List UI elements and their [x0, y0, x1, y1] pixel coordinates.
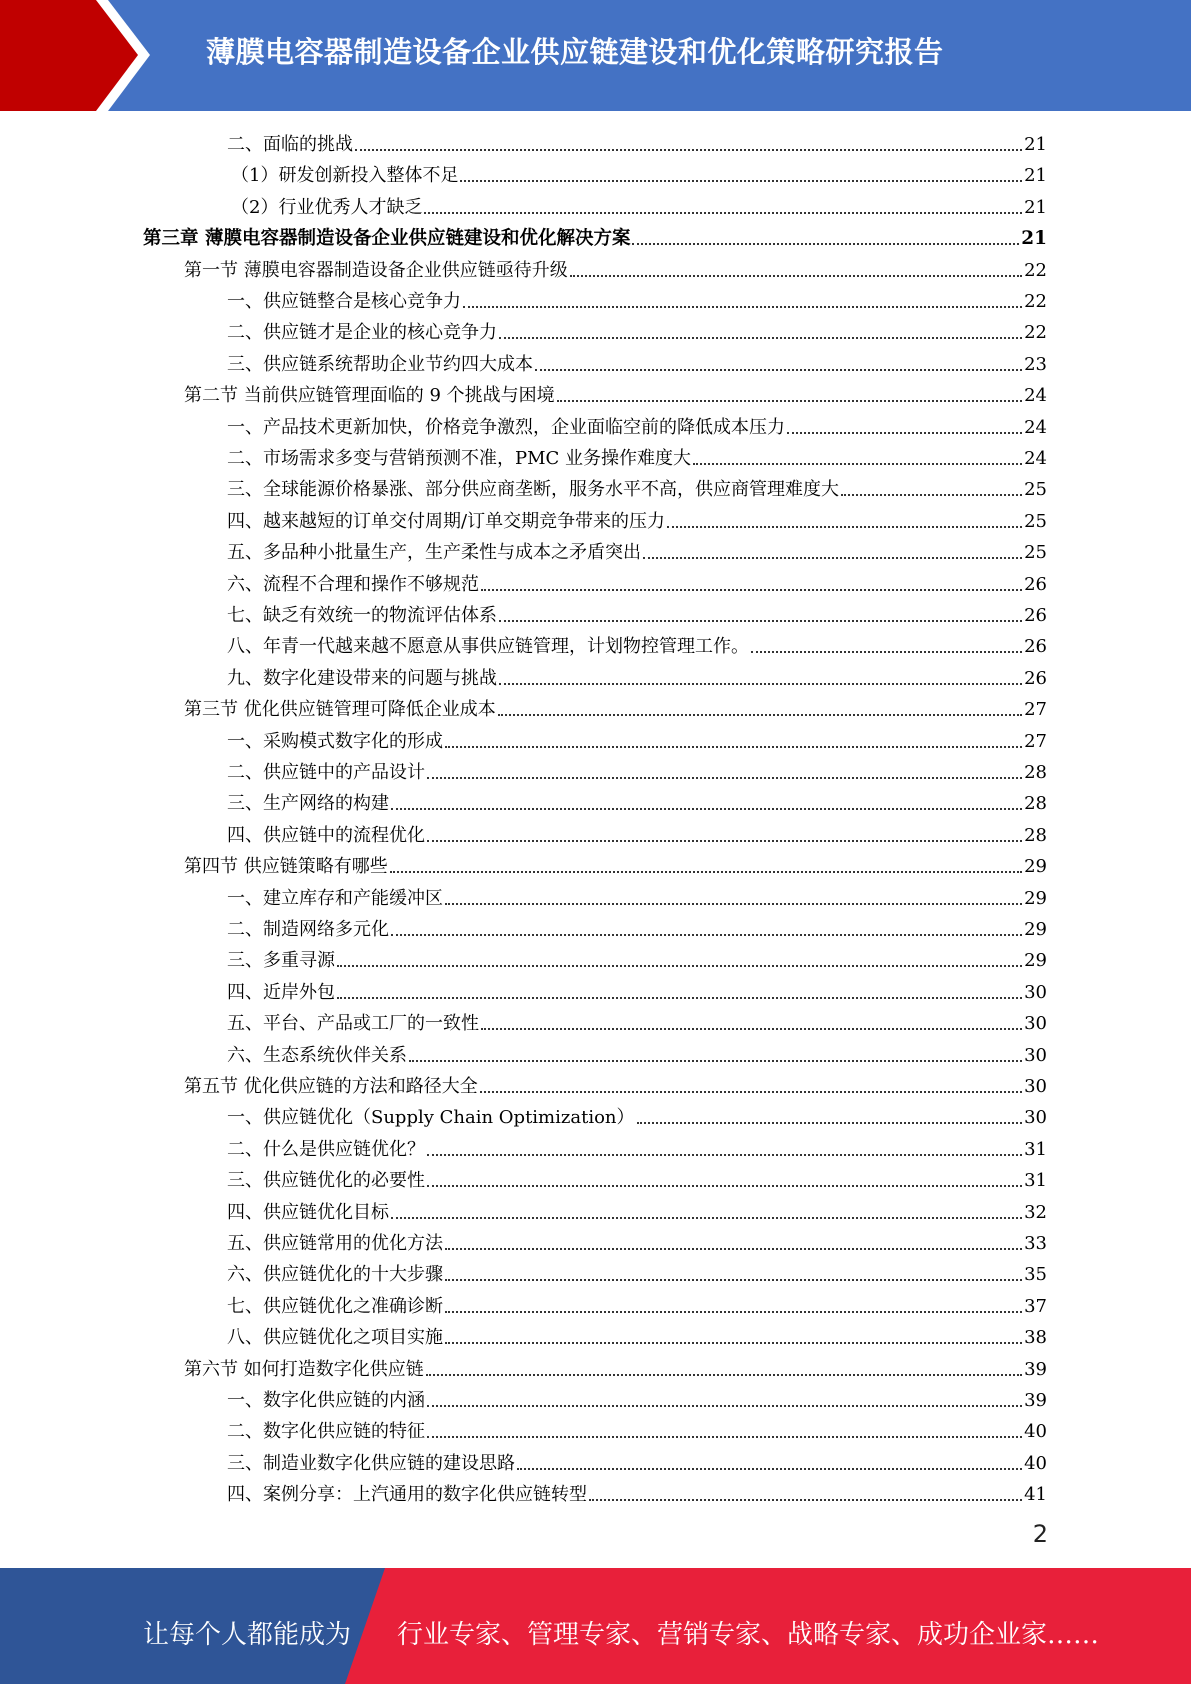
- toc-entry-page: 39: [1024, 1390, 1047, 1411]
- toc-entry-title: 八、年青一代越来越不愿意从事供应链管理，计划物控管理工作。: [227, 636, 749, 658]
- toc-entry-item[interactable]: [227, 1447, 1047, 1475]
- toc-dot-leader: [445, 1248, 1022, 1250]
- toc-entry-section[interactable]: [184, 850, 1047, 878]
- toc-entry-item[interactable]: [227, 1258, 1047, 1286]
- toc-entry-title: 四、供应链中的流程优化: [227, 824, 425, 846]
- toc-entry-item[interactable]: [227, 787, 1047, 815]
- toc-entry-page: 23: [1024, 353, 1047, 375]
- toc-entry-page: 26: [1024, 667, 1047, 689]
- toc-entry-title: 二、什么是供应链优化？: [227, 1138, 425, 1160]
- toc-entry-item[interactable]: [227, 819, 1047, 847]
- toc-entry-page: 21: [1024, 165, 1047, 187]
- toc-entry-item[interactable]: [227, 1321, 1047, 1349]
- toc-entry-title: 六、流程不合理和操作不够规范: [227, 573, 479, 595]
- toc-entry-page: 22: [1024, 291, 1047, 312]
- toc-dot-leader: [589, 1499, 1022, 1501]
- toc-entry-page: 38: [1024, 1327, 1047, 1349]
- toc-entry-page: 24: [1024, 385, 1047, 407]
- toc-entry-title: 六、供应链优化的十大步骤: [227, 1264, 443, 1286]
- header-title: 薄膜电容器制造设备企业供应链建设和优化策略研究报告: [206, 35, 944, 69]
- toc-dot-leader: [445, 1279, 1022, 1281]
- toc-dot-leader: [427, 1185, 1022, 1187]
- toc-entry-item[interactable]: [227, 473, 1047, 501]
- toc-entry-page: 25: [1024, 542, 1047, 564]
- toc-entry-title: 一、数字化供应链的内涵: [227, 1390, 425, 1411]
- toc-entry-page: 25: [1024, 479, 1047, 501]
- toc-dot-leader: [390, 871, 1022, 873]
- toc-entry-title: 四、供应链优化目标: [227, 1201, 389, 1223]
- toc-entry-chapter[interactable]: [143, 222, 1047, 250]
- toc-entry-page: 26: [1024, 573, 1047, 595]
- toc-entry-title: 二、供应链中的产品设计: [227, 762, 425, 783]
- toc-dot-leader: [499, 337, 1022, 339]
- toc-entry-page: 40: [1024, 1421, 1047, 1443]
- toc-entry-item[interactable]: [227, 1415, 1047, 1443]
- toc-entry-title: 三、供应链优化的必要性: [227, 1170, 425, 1192]
- toc-entry-page: 29: [1024, 887, 1047, 909]
- toc-entry-page: 24: [1024, 416, 1047, 438]
- toc-entry-page: 30: [1024, 1013, 1047, 1035]
- toc-dot-leader: [787, 432, 1022, 434]
- toc-dot-leader: [517, 1468, 1022, 1470]
- toc-entry-item[interactable]: [227, 1290, 1047, 1318]
- toc-dot-leader: [637, 1122, 1023, 1124]
- page-header: [0, 0, 1191, 111]
- toc-entry-page: 28: [1024, 762, 1047, 783]
- toc-dot-leader: [445, 903, 1022, 905]
- toc-dot-leader: [409, 1060, 1022, 1062]
- footer-left-text: 让每个人都能成为: [143, 1620, 352, 1650]
- toc-entry-sub[interactable]: [231, 159, 1047, 187]
- toc-entry-title: （1）研发创新投入整体不足: [231, 165, 459, 187]
- toc-dot-leader: [391, 1217, 1022, 1219]
- footer-right-text: 行业专家、管理专家、营销专家、战略专家、成功企业家……: [397, 1620, 1100, 1650]
- toc-entry-title: （2）行业优秀人才缺乏: [231, 196, 423, 218]
- page-footer: [0, 1568, 1191, 1684]
- toc-entry-item[interactable]: [227, 1227, 1047, 1255]
- toc-dot-leader: [693, 463, 1022, 465]
- toc-entry-page: 41: [1024, 1484, 1047, 1506]
- toc-entry-item[interactable]: [227, 599, 1047, 627]
- toc-entry-title: 六、生态系统伙伴关系: [227, 1044, 407, 1066]
- toc-entry-title: 第五节 优化供应链的方法和路径大全: [184, 1076, 478, 1097]
- toc-entry-page: 30: [1024, 1076, 1047, 1097]
- toc-dot-leader: [445, 746, 1022, 748]
- toc-entry-section[interactable]: [184, 1070, 1047, 1098]
- toc-dot-leader: [480, 1091, 1022, 1093]
- toc-entry-page: 28: [1024, 793, 1047, 815]
- toc-dot-leader: [667, 526, 1022, 528]
- toc-entry-title: 第一节 薄膜电容器制造设备企业供应链亟待升级: [184, 259, 568, 281]
- toc-entry-title: 二、市场需求多变与营销预测不准，PMC 业务操作难度大: [227, 448, 692, 469]
- toc-dot-leader: [499, 683, 1022, 685]
- toc-entry-item[interactable]: [227, 1039, 1047, 1067]
- toc-entry-title: 第三节 优化供应链管理可降低企业成本: [184, 699, 496, 721]
- toc-entry-title: 一、产品技术更新加快，价格竞争激烈，企业面临空前的降低成本压力: [227, 416, 785, 438]
- toc-entry-title: 第三章 薄膜电容器制造设备企业供应链建设和优化解决方案: [143, 228, 631, 250]
- toc-entry-title: 三、供应链系统帮助企业节约四大成本: [227, 353, 533, 375]
- toc-entry-item[interactable]: [227, 442, 1047, 470]
- toc-entry-title: 三、多重寻源: [227, 950, 335, 972]
- toc-entry-title: 四、案例分享：上汽通用的数字化供应链转型: [227, 1484, 587, 1506]
- toc-entry-title: 三、全球能源价格暴涨、部分供应商垄断，服务水平不高，供应商管理难度大: [227, 479, 839, 501]
- toc-entry-item[interactable]: [227, 1101, 1047, 1129]
- toc-entry-title: 四、近岸外包: [227, 981, 335, 1003]
- toc-entry-page: 25: [1024, 510, 1047, 532]
- toc-entry-page: 21: [1021, 228, 1047, 250]
- toc-dot-leader: [499, 620, 1022, 622]
- toc-dot-leader: [535, 369, 1022, 371]
- toc-entry-page: 26: [1024, 605, 1047, 626]
- toc-entry-page: 31: [1024, 1170, 1047, 1192]
- toc-entry-title: 第四节 供应链策略有哪些: [184, 856, 388, 878]
- toc-entry-title: 三、制造业数字化供应链的建设思路: [227, 1452, 515, 1474]
- toc-dot-leader: [337, 997, 1022, 999]
- toc-entry-item[interactable]: [227, 1133, 1047, 1161]
- toc-entry-title: 一、采购模式数字化的形成: [227, 730, 443, 752]
- toc-entry-title: 九、数字化建设带来的问题与挑战: [227, 667, 497, 689]
- toc-entry-title: 五、供应链常用的优化方法: [227, 1233, 443, 1254]
- toc-dot-leader: [426, 1374, 1022, 1376]
- toc-entry-item[interactable]: [227, 662, 1047, 690]
- toc-entry-page: 26: [1024, 636, 1047, 658]
- toc-entry-page: 32: [1024, 1201, 1047, 1223]
- toc-dot-leader: [355, 149, 1022, 151]
- toc-entry-title: 五、多品种小批量生产，生产柔性与成本之矛盾突出: [227, 542, 641, 564]
- toc-entry-title: 二、供应链才是企业的核心竞争力: [227, 322, 497, 344]
- toc-entry-item[interactable]: [227, 128, 1047, 156]
- toc-dot-leader: [427, 1436, 1022, 1438]
- toc-entry-page: 30: [1024, 1044, 1047, 1066]
- toc-entry-page: 21: [1024, 134, 1047, 155]
- toc-entry-item[interactable]: [227, 348, 1047, 376]
- toc-entry-title: 二、面临的挑战: [227, 134, 353, 155]
- toc-entry-page: 28: [1024, 824, 1047, 846]
- toc-entry-item[interactable]: [227, 1384, 1047, 1412]
- toc-entry-section[interactable]: [184, 693, 1047, 721]
- toc-entry-title: 一、建立库存和产能缓冲区: [227, 887, 443, 909]
- toc-entry-title: 八、供应链优化之项目实施: [227, 1327, 443, 1349]
- toc-entry-title: 一、供应链优化（Supply Chain Optimization）: [227, 1107, 635, 1129]
- toc-entry-item[interactable]: [227, 944, 1047, 972]
- toc-entry-page: 40: [1024, 1452, 1047, 1474]
- toc-dot-leader: [427, 1154, 1022, 1156]
- toc-dot-leader: [427, 840, 1022, 842]
- toc-entry-item[interactable]: [227, 913, 1047, 941]
- toc-dot-leader: [460, 180, 1022, 182]
- toc-entry-page: 24: [1024, 448, 1047, 469]
- toc-entry-item[interactable]: [227, 1478, 1047, 1506]
- toc-entry-item[interactable]: [227, 285, 1047, 313]
- toc-entry-title: 二、数字化供应链的特征: [227, 1421, 425, 1443]
- toc-entry-sub[interactable]: [231, 191, 1047, 219]
- toc-entry-item[interactable]: [227, 1196, 1047, 1224]
- toc-entry-page: 27: [1024, 699, 1047, 721]
- toc-dot-leader: [570, 275, 1022, 277]
- toc-entry-item[interactable]: [227, 316, 1047, 344]
- toc-entry-page: 33: [1024, 1233, 1047, 1254]
- toc-entry-title: 三、生产网络的构建: [227, 793, 389, 815]
- toc-entry-section[interactable]: [184, 379, 1047, 407]
- toc-entry-page: 29: [1024, 856, 1047, 878]
- toc-entry-item[interactable]: [227, 725, 1047, 753]
- toc-entry-title: 五、平台、产品或工厂的一致性: [227, 1013, 479, 1035]
- toc-entry-page: 29: [1024, 950, 1047, 972]
- toc-dot-leader: [463, 306, 1022, 308]
- toc-entry-item[interactable]: [227, 1164, 1047, 1192]
- toc-entry-page: 31: [1024, 1138, 1047, 1160]
- toc-entry-title: 二、制造网络多元化: [227, 919, 389, 940]
- toc-dot-leader: [841, 494, 1022, 496]
- toc-entry-page: 35: [1024, 1264, 1047, 1286]
- toc-entry-page: 30: [1024, 981, 1047, 1003]
- toc-entry-title: 七、供应链优化之准确诊断: [227, 1295, 443, 1317]
- toc-entry-title: 四、越来越短的订单交付周期/订单交期竞争带来的压力: [227, 510, 666, 532]
- toc-entry-page: 21: [1024, 196, 1047, 218]
- toc-entry-section[interactable]: [184, 254, 1047, 282]
- toc-dot-leader: [391, 808, 1022, 810]
- toc-entry-title: 第二节 当前供应链管理面临的 9 个挑战与困境: [184, 385, 555, 407]
- toc-entry-item[interactable]: [227, 568, 1047, 596]
- toc-entry-item[interactable]: [227, 976, 1047, 1004]
- toc-entry-item[interactable]: [227, 882, 1047, 910]
- toc-dot-leader: [427, 1405, 1022, 1407]
- toc-entry-page: 27: [1024, 730, 1047, 752]
- toc-dot-leader: [643, 557, 1022, 559]
- toc-entry-page: 37: [1024, 1295, 1047, 1317]
- toc-entry-page: 22: [1024, 259, 1047, 281]
- toc-entry-page: 39: [1024, 1358, 1047, 1380]
- toc-entry-item[interactable]: [227, 505, 1047, 533]
- toc-entry-item[interactable]: [227, 536, 1047, 564]
- toc-entry-page: 22: [1024, 322, 1047, 344]
- toc-dot-leader: [424, 212, 1022, 214]
- toc-entry-section[interactable]: [184, 1353, 1047, 1381]
- toc-dot-leader: [445, 1311, 1022, 1313]
- toc-dot-leader: [557, 400, 1022, 402]
- toc-dot-leader: [632, 243, 1019, 245]
- toc-entry-item[interactable]: [227, 1007, 1047, 1035]
- page-number: 2: [1032, 1520, 1048, 1548]
- toc-dot-leader: [481, 1028, 1022, 1030]
- toc-dot-leader: [445, 1342, 1022, 1344]
- toc-dot-leader: [498, 714, 1022, 716]
- toc-dot-leader: [481, 589, 1022, 591]
- toc-entry-page: 29: [1024, 919, 1047, 940]
- toc-entry-title: 七、缺乏有效统一的物流评估体系: [227, 605, 497, 626]
- toc-entry-title: 一、供应链整合是核心竞争力: [227, 291, 461, 312]
- toc-entry-item[interactable]: [227, 411, 1047, 439]
- toc-dot-leader: [337, 965, 1022, 967]
- toc-entry-item[interactable]: [227, 756, 1047, 784]
- toc-entry-page: 30: [1024, 1107, 1047, 1129]
- toc-dot-leader: [391, 934, 1022, 936]
- toc-dot-leader: [427, 777, 1022, 779]
- toc-dot-leader: [751, 651, 1022, 653]
- toc-entry-title: 第六节 如何打造数字化供应链: [184, 1358, 424, 1380]
- toc-entry-item[interactable]: [227, 630, 1047, 658]
